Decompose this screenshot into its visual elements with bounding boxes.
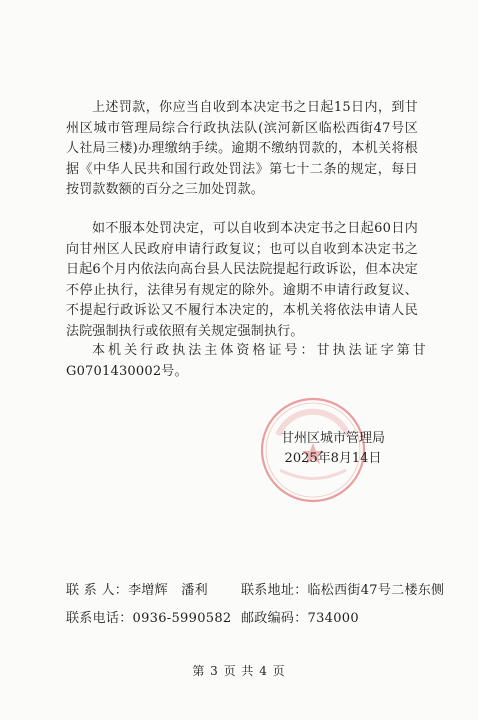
payment-instructions-paragraph: 上述罚款，你应当自收到本决定书之日起15日内，到甘州区城市管理局综合行政执法队(滨河新区临松西街47号区人社局三楼)办理缴纳手续。逾期不缴纳罚款的，本机关将根据《中华人民共和国行政处罚法》第七十二条的规定，每日按罚款数额的百分之三加处罚款。 xyxy=(66,100,418,197)
contact-person: 联 系 人：李增辉 潘利 xyxy=(66,583,208,598)
issuer-signature-block xyxy=(263,429,403,469)
contact-address: 联系地址：临松西街47号二楼东侧 xyxy=(241,583,445,598)
contact-phone: 联系电话：0936-5990582 xyxy=(66,611,232,626)
issuer-name: 甘州区城市管理局 xyxy=(280,431,385,446)
appeal-rights-paragraph: 如不服本处罚决定，可以自收到本决定书之日起60日内向甘州区人民政府申请行政复议；也可以自收到本决定书之日起6个月内依法向高台县人民法院提起行政诉讼，但本决定不停止执行，法律另有规定的除外。逾期不申请行政复议、不提起行政诉讼又不履行本决定的，本机关将依法申请人民法院强制执行或依照有关规定强制执行。 xyxy=(66,221,418,339)
page-number-footer: 第 3 页 共 4 页 xyxy=(192,664,286,678)
contact-postcode: 邮政编码：734000 xyxy=(241,611,359,626)
issue-date: 2025年8月14日 xyxy=(284,451,382,466)
enforcement-certificate-paragraph: 本机关行政执法主体资格证号：甘执法证字第甘G0701430002号。 xyxy=(66,343,426,379)
